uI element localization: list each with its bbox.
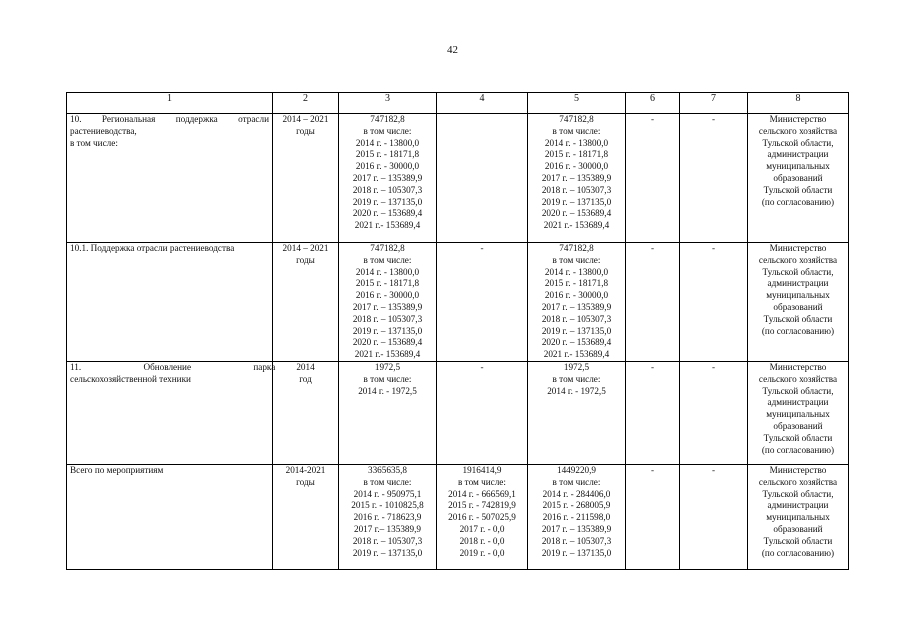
responsible-line: администрации [767, 278, 829, 289]
value-line: 2015 г. - 742819,9 [448, 500, 516, 511]
period-line: годы [296, 254, 315, 265]
value-line: 2016 г. - 30000,0 [355, 290, 420, 301]
responsible-line: Тульской области, [762, 488, 834, 499]
total-funding-cell [339, 361, 437, 464]
value-line: 2015 г. - 18171,8 [355, 278, 420, 289]
federal-funding-cell [437, 114, 528, 243]
value-line: 2014 г. - 13800,0 [544, 266, 609, 277]
page-number: 42 [447, 44, 458, 56]
value-line: в том числе: [458, 476, 506, 487]
period-cell [273, 361, 339, 464]
header-col-7: 7 [680, 93, 748, 114]
value-line: 2020 г. – 153689,4 [541, 208, 612, 219]
value-line: 2014 г. - 13800,0 [355, 137, 420, 148]
responsible-line: Тульской области [763, 313, 833, 324]
value-line: 2017 г. – 135389,9 [352, 172, 423, 183]
federal-funding-cell [437, 464, 528, 569]
period-line: годы [296, 476, 315, 487]
responsible-line: Министерство [769, 114, 827, 124]
responsible-line: сельского хозяйства [758, 476, 838, 487]
col6-cell: - [626, 361, 680, 464]
value-line: 2014 г. - 13800,0 [355, 266, 420, 277]
header-col-2: 2 [273, 93, 339, 114]
value-line: 2019 г. – 137135,0 [541, 547, 612, 558]
federal-funding-cell [437, 361, 528, 464]
measure-name [67, 361, 276, 464]
responsible-line: Тульской области [763, 432, 833, 443]
period-cell [273, 114, 339, 243]
value-line: 747182,8 [559, 114, 594, 124]
value-line: 3365635,8 [367, 464, 408, 475]
value-line: 2014 г. - 1972,5 [547, 385, 606, 396]
header-row [67, 93, 849, 114]
responsible-cell [748, 464, 849, 569]
value-line: в том числе: [552, 125, 601, 136]
value-line: 2018 г. – 105307,3 [541, 535, 612, 546]
value-line: 747182,8 [370, 243, 405, 253]
value-line: 2014 г. - 950975,1 [353, 488, 422, 499]
header-col-5: 5 [528, 93, 626, 114]
name-line: 10.1. Поддержка отрасли растениеводства [70, 243, 235, 253]
value-line: 2018 г. – 105307,3 [352, 184, 423, 195]
value-line: 2019 г. - 0,0 [459, 547, 505, 558]
value-line: 2015 г. - 18171,8 [355, 149, 420, 160]
value-line: 2015 г. - 18171,8 [544, 149, 609, 160]
responsible-line: муниципальных [766, 512, 830, 523]
responsible-line: образований [773, 523, 823, 534]
header-col-3: 3 [339, 93, 437, 114]
col7-cell: - [680, 243, 748, 362]
table-row [67, 114, 849, 243]
value-line: 2018 г. – 105307,3 [352, 535, 423, 546]
value-line: 1916414,9 [462, 464, 502, 475]
value-line: 2020 г. – 153689,4 [352, 208, 423, 219]
value-line: 2016 г. - 30000,0 [544, 161, 609, 172]
value-line: 2020 г. – 153689,4 [541, 337, 612, 348]
value-line: 2019 г. – 137135,0 [352, 547, 423, 558]
value-line: 2015 г. - 18171,8 [544, 278, 609, 289]
value-line: 2014 г. - 284406,0 [542, 488, 611, 499]
value-line: 2020 г. – 153689,4 [352, 337, 423, 348]
responsible-line: администрации [767, 149, 829, 160]
responsible-line: муниципальных [766, 161, 830, 172]
responsible-line: Тульской области, [762, 385, 834, 396]
value-line: 1449220,9 [556, 464, 597, 475]
name-line: 10. Региональная поддержка отрасли растениеводства, [70, 114, 269, 136]
value-line: 2018 г. - 0,0 [459, 535, 505, 546]
responsible-line: муниципальных [766, 290, 830, 301]
responsible-line: (по согласованию) [761, 325, 835, 336]
value-line: 2015 г. - 268005,9 [542, 500, 611, 511]
responsible-cell [748, 243, 849, 362]
col6-cell: - [626, 243, 680, 362]
responsible-line: администрации [767, 500, 829, 511]
value-line: 2014 г. - 13800,0 [544, 137, 609, 148]
value-line: 2019 г. – 137135,0 [541, 196, 612, 207]
responsible-line: Министерство [769, 464, 827, 475]
value-line: 2016 г. - 718623,9 [353, 512, 422, 523]
responsible-cell [748, 361, 849, 464]
period-line: 2014 [296, 361, 315, 372]
responsible-line: (по согласованию) [761, 547, 835, 558]
responsible-line: (по согласованию) [761, 444, 835, 455]
value-line: 747182,8 [559, 243, 594, 253]
total-funding-cell [339, 464, 437, 569]
value-line: 1972,5 [374, 361, 401, 372]
responsible-line: образований [773, 301, 823, 312]
value-line: 2018 г. – 105307,3 [352, 313, 423, 324]
responsible-line: Тульской области, [762, 266, 834, 277]
value-line: в том числе: [552, 476, 601, 487]
period-cell [273, 243, 339, 362]
responsible-cell [748, 114, 849, 243]
federal-funding-cell [437, 243, 528, 362]
value-line: 2017 г. - 0,0 [459, 523, 505, 534]
value-line: в том числе: [363, 476, 412, 487]
table-row [67, 243, 849, 362]
value-line: 2017 г. – 135389,9 [352, 301, 423, 312]
value-line: 2019 г. – 137135,0 [352, 325, 423, 336]
period-cell [273, 464, 339, 569]
col7-cell: - [680, 114, 748, 243]
col6-cell: - [626, 114, 680, 243]
period-line: 2014-2021 [285, 464, 326, 475]
value-line: 2016 г. - 30000,0 [355, 161, 420, 172]
value-line: 2016 г. - 507025,9 [448, 512, 516, 523]
value-line: 2019 г. – 137135,0 [352, 196, 423, 207]
value-line: - [480, 361, 484, 372]
value-line: в том числе: [363, 373, 412, 384]
measure-name [67, 243, 273, 362]
header-col-6: 6 [626, 93, 680, 114]
table-row [67, 464, 849, 569]
responsible-line: образований [773, 420, 823, 431]
value-line: 2017 г. – 135389,9 [541, 301, 612, 312]
value-line: 2021 г.- 153689,4 [543, 220, 610, 231]
value-line: 2017 г. – 135389,9 [541, 523, 612, 534]
responsible-line: сельского хозяйства [758, 125, 838, 136]
value-line: 1972,5 [563, 361, 590, 372]
col7-cell: - [680, 464, 748, 569]
total-funding-cell [339, 243, 437, 362]
header-col-8: 8 [748, 93, 849, 114]
value-line: 2014 г. - 1972,5 [358, 385, 417, 396]
total-funding-cell [339, 114, 437, 243]
value-line: 2014 г. - 666569,1 [448, 488, 516, 499]
period-line: 2014 – 2021 [282, 243, 329, 253]
name-line: сельскохозяйственной техники [70, 373, 191, 384]
value-line: в том числе: [552, 254, 601, 265]
measure-name [67, 114, 273, 243]
value-line: 2021 г.- 153689,4 [354, 220, 421, 231]
responsible-line: Министерство [769, 361, 827, 372]
value-line: - [480, 243, 484, 253]
period-line: годы [296, 125, 315, 136]
name-line: Всего по мероприятиям [70, 464, 164, 475]
header-col-1: 1 [67, 93, 273, 114]
value-line: в том числе: [363, 125, 412, 136]
value-line: 2021 г.- 153689,4 [354, 349, 421, 360]
period-line: 2014 – 2021 [282, 114, 329, 124]
value-line: 2017 г. – 135389,9 [541, 172, 612, 183]
responsible-line: (по согласованию) [761, 196, 835, 207]
measure-name [67, 464, 273, 569]
responsible-line: образований [773, 172, 823, 183]
regional-funding-cell [528, 243, 626, 362]
responsible-line: сельского хозяйства [758, 373, 838, 384]
regional-funding-cell [528, 114, 626, 243]
responsible-line: муниципальных [766, 409, 830, 420]
value-line: 2019 г. – 137135,0 [541, 325, 612, 336]
header-col-4: 4 [437, 93, 528, 114]
period-line: год [299, 373, 312, 384]
measures-table [66, 92, 849, 570]
responsible-line: Министерство [769, 243, 827, 253]
responsible-line: Тульской области [763, 184, 833, 195]
table-row [67, 361, 849, 464]
value-line: 2016 г. - 211598,0 [542, 512, 611, 523]
value-line: в том числе: [363, 254, 412, 265]
regional-funding-cell [528, 361, 626, 464]
name-line: в том числе: [70, 137, 118, 148]
responsible-line: администрации [767, 397, 829, 408]
col7-cell: - [680, 361, 748, 464]
responsible-line: сельского хозяйства [758, 254, 838, 265]
value-line: 747182,8 [370, 114, 405, 124]
value-line: 2018 г. – 105307,3 [541, 184, 612, 195]
value-line: 2021 г.- 153689,4 [543, 349, 610, 360]
col6-cell: - [626, 464, 680, 569]
regional-funding-cell [528, 464, 626, 569]
name-line: 11. Обновление парка [70, 361, 276, 372]
value-line: 2015 г. - 1010825,8 [351, 500, 424, 511]
value-line: 2017 г.– 135389,9 [353, 523, 422, 534]
value-line: 2018 г. – 105307,3 [541, 313, 612, 324]
value-line: в том числе: [552, 373, 601, 384]
responsible-line: Тульской области [763, 535, 833, 546]
responsible-line: Тульской области, [762, 137, 834, 148]
value-line: 2016 г. - 30000,0 [544, 290, 609, 301]
